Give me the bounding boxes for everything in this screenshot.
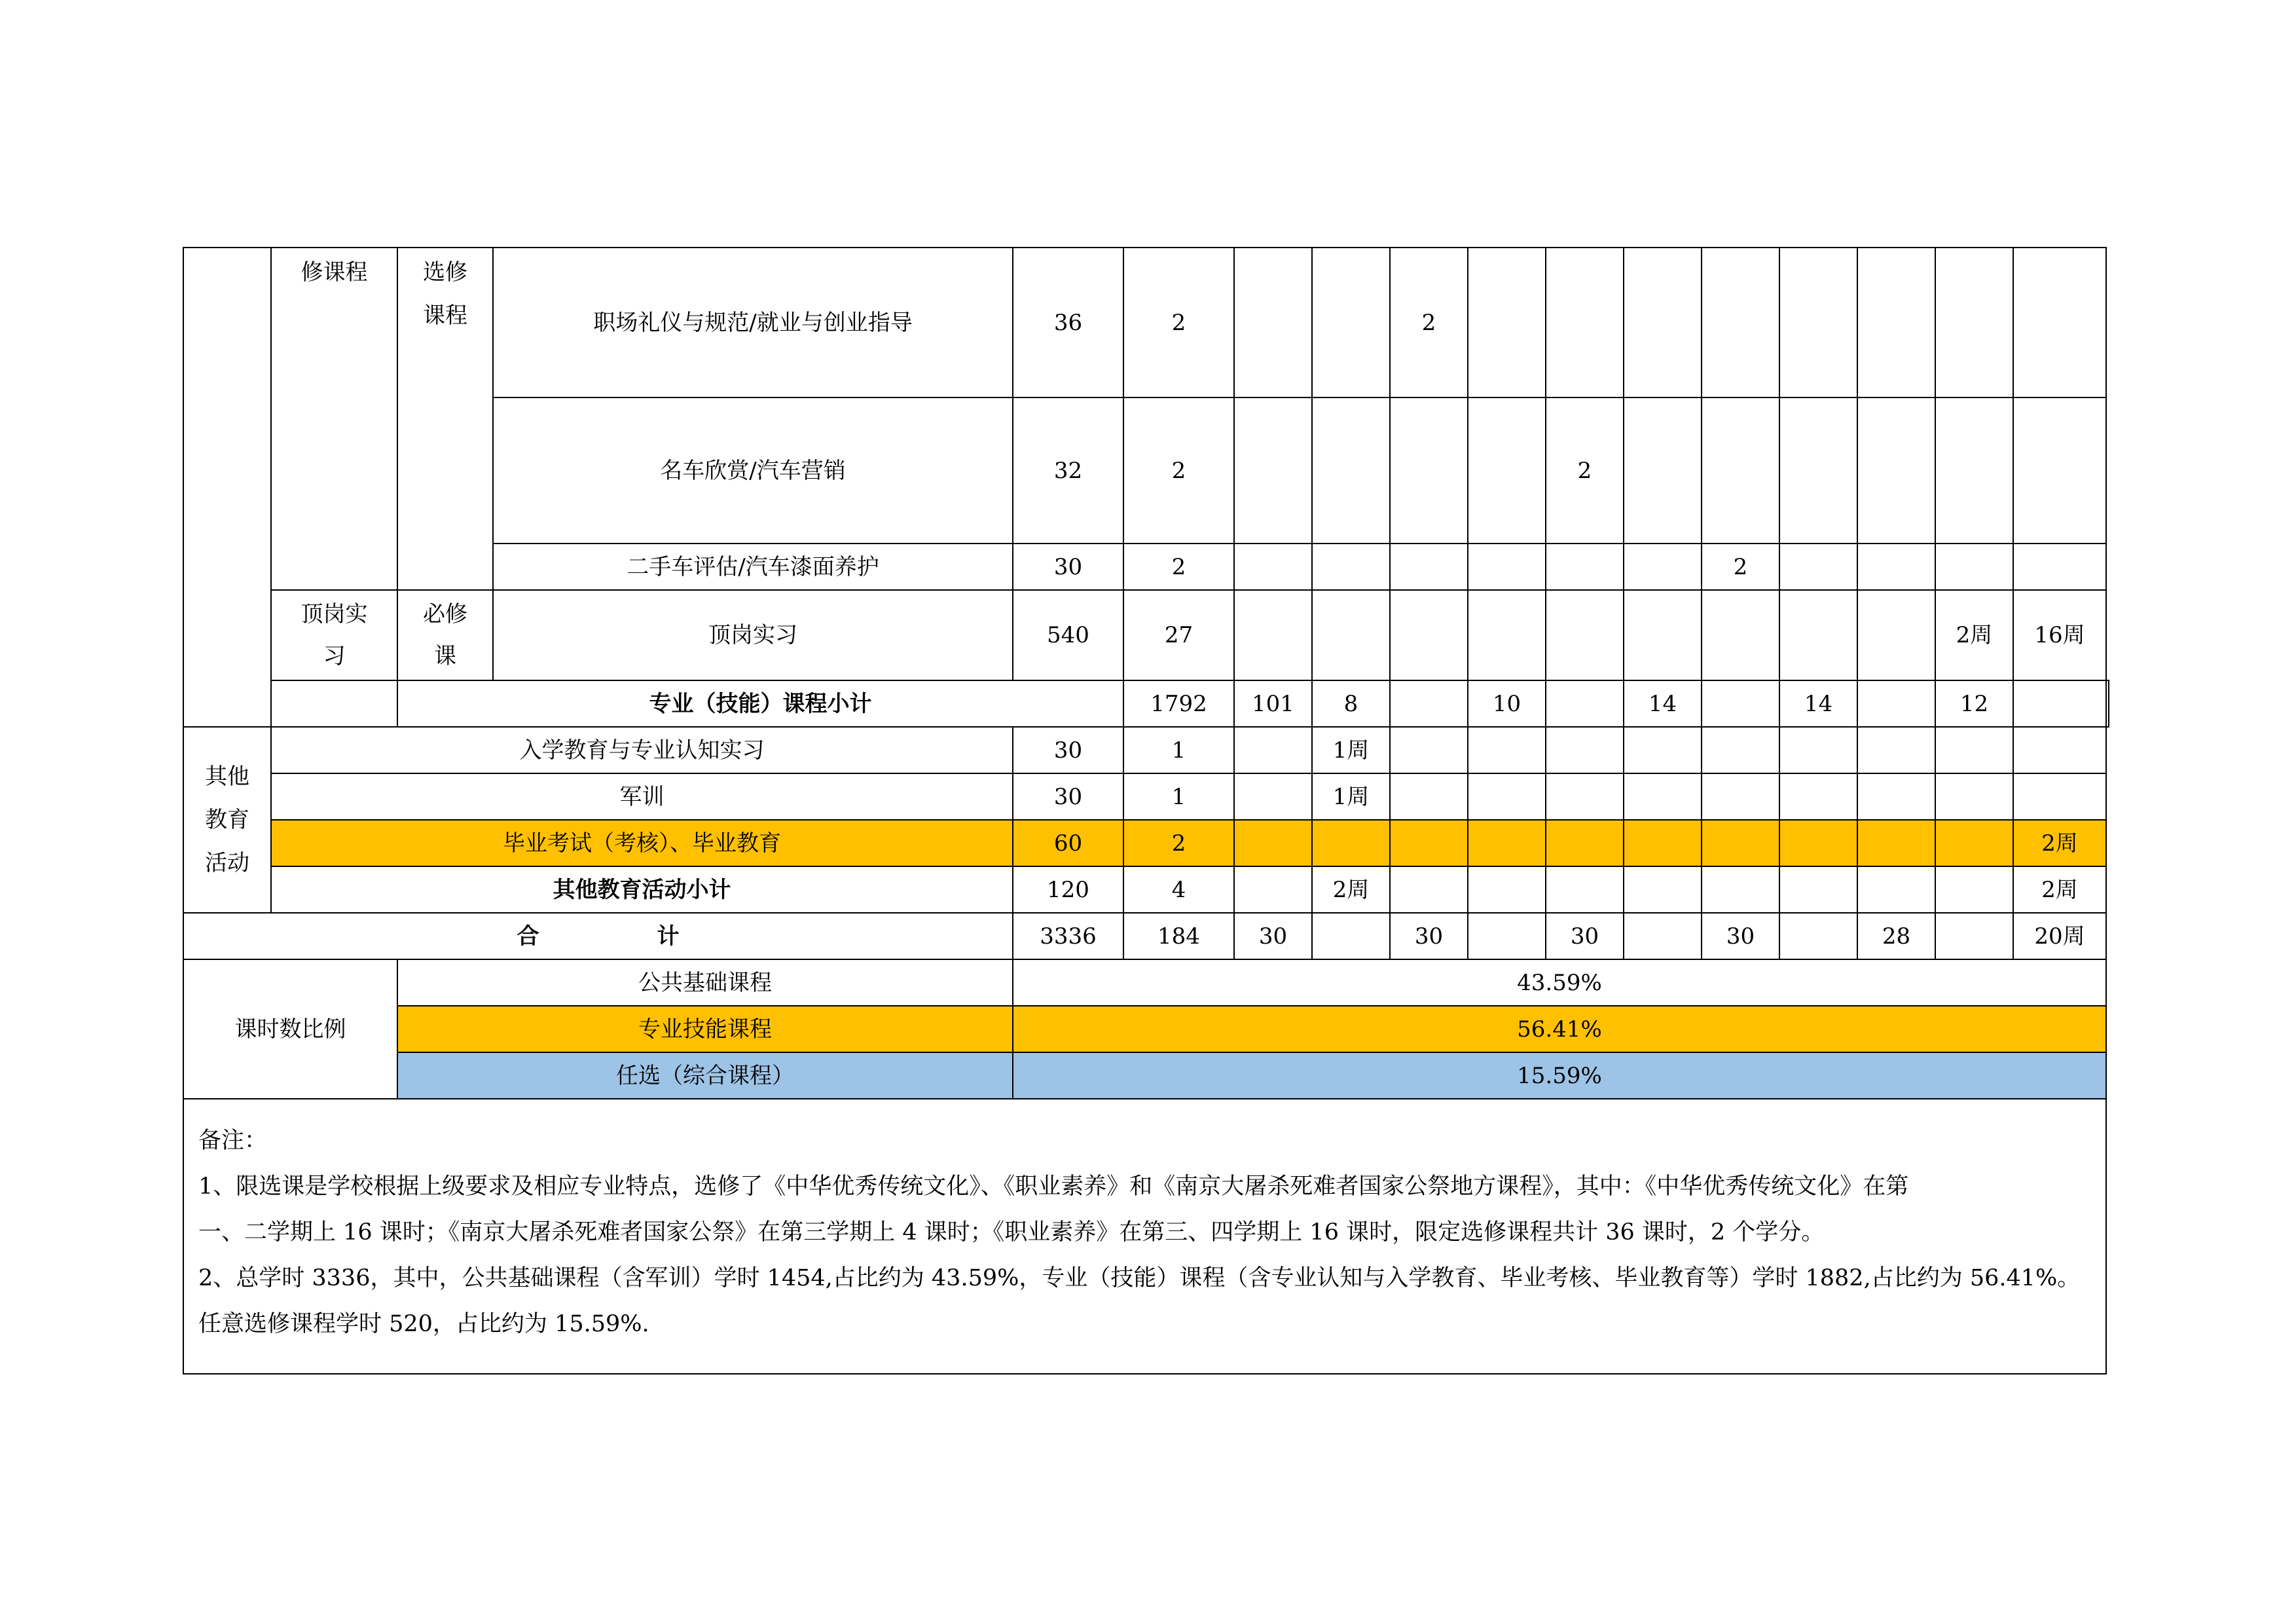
sem-cell: 14 xyxy=(1779,680,1857,727)
sem-cell: 2周 xyxy=(2013,820,2106,866)
sem-cell xyxy=(1779,544,1857,590)
sem-cell xyxy=(1779,820,1857,866)
sem-cell xyxy=(2106,680,2109,727)
sem-cell: 2 xyxy=(1390,248,1468,397)
sem-cell xyxy=(1779,866,1857,913)
blank-cell xyxy=(271,680,397,727)
ratio-row xyxy=(183,959,2109,1006)
sem-cell xyxy=(1702,397,1779,544)
sem-cell: 8 xyxy=(1312,680,1390,727)
course-credits: 2 xyxy=(1123,397,1234,544)
activity-name: 入学教育与专业认知实习 xyxy=(271,727,1013,773)
sem-cell xyxy=(1935,820,2013,866)
sem-cell xyxy=(1468,913,1546,959)
sem-cell xyxy=(1468,590,1546,680)
sem-cell xyxy=(2013,773,2106,820)
sem-cell xyxy=(1468,866,1546,913)
sem-cell xyxy=(1702,727,1779,773)
course-name: 顶岗实习 xyxy=(493,590,1013,680)
internship-category-label: 顶岗实习 xyxy=(301,601,368,669)
sem-cell xyxy=(1234,866,1312,913)
sem-cell xyxy=(1779,397,1857,544)
sem-cell xyxy=(1935,248,2013,397)
sem-cell xyxy=(2013,248,2106,397)
sem-cell xyxy=(1546,727,1624,773)
sem-cell xyxy=(1624,248,1702,397)
sem-cell xyxy=(1546,248,1624,397)
notes-line: 一、二学期上 16 课时；《南京大屠杀死难者国家公祭》在第三学期上 4 课时；《职业素养》在第三、四学期上 16 课时，限定选修课程共计 36 课时，2 个学分。 xyxy=(198,1219,1825,1246)
activity-credits: 2 xyxy=(1123,820,1234,866)
curriculum-table xyxy=(183,247,2109,1375)
sem-cell xyxy=(1702,680,1779,727)
course-hours: 32 xyxy=(1013,397,1123,544)
sem-cell xyxy=(1468,544,1546,590)
sem-cell xyxy=(1390,727,1468,773)
total-label xyxy=(183,913,1013,959)
table-row-total xyxy=(183,913,2109,959)
table-row-highlighted xyxy=(183,820,2109,866)
sem-cell xyxy=(1312,590,1390,680)
sem-cell xyxy=(1702,866,1779,913)
sem-cell xyxy=(1935,866,2013,913)
sem-cell: 30 xyxy=(1390,913,1468,959)
sem-cell: 10 xyxy=(1468,680,1546,727)
sem-cell xyxy=(1468,397,1546,544)
activity-hours: 60 xyxy=(1013,820,1123,866)
sem-cell xyxy=(1624,820,1702,866)
table-row xyxy=(183,773,2109,820)
sem-cell xyxy=(1702,820,1779,866)
sem-cell xyxy=(1779,727,1857,773)
sem-cell xyxy=(1234,544,1312,590)
sem-cell: 1周 xyxy=(1312,773,1390,820)
sem-cell: 30 xyxy=(1546,913,1624,959)
other-group-label: 其他教育活动 xyxy=(205,764,249,876)
sem-cell xyxy=(1702,773,1779,820)
sem-cell xyxy=(1390,773,1468,820)
sem-cell xyxy=(1857,773,1935,820)
sem-cell: 30 xyxy=(1702,913,1779,959)
ratio-value: 56.41% xyxy=(1013,1006,2106,1052)
sem-cell xyxy=(1779,590,1857,680)
sem-cell xyxy=(2013,544,2106,590)
sem-cell xyxy=(1702,248,1779,397)
sem-cell xyxy=(1857,820,1935,866)
activity-hours: 30 xyxy=(1013,727,1123,773)
sem-cell xyxy=(1857,727,1935,773)
sem-cell xyxy=(1234,727,1312,773)
notes-line: 任意选修课程学时 520，占比约为 15.59%. xyxy=(198,1311,649,1337)
sem-cell: 12 xyxy=(1935,680,2013,727)
sem-cell xyxy=(1857,248,1935,397)
ratio-name: 任选（综合课程） xyxy=(397,1052,1013,1099)
sem-cell xyxy=(1546,544,1624,590)
sem-cell xyxy=(1390,590,1468,680)
activity-name: 军训 xyxy=(271,773,1013,820)
total-label-b: 计 xyxy=(657,923,680,950)
table-row xyxy=(183,727,2109,773)
sem-cell xyxy=(1390,866,1468,913)
sem-cell xyxy=(1857,866,1935,913)
internship-type-label: 必修课 xyxy=(423,601,467,669)
table-row xyxy=(183,590,2109,680)
notes-cell xyxy=(183,1099,2106,1374)
sem-cell xyxy=(2013,397,2106,544)
sem-cell xyxy=(1624,590,1702,680)
sem-cell xyxy=(1468,248,1546,397)
other-subtotal-label: 其他教育活动小计 xyxy=(271,866,1013,913)
ratio-label: 课时数比例 xyxy=(183,959,397,1099)
activity-name: 毕业考试（考核）、毕业教育 xyxy=(271,820,1013,866)
notes-title: 备注： xyxy=(198,1128,268,1154)
sem-cell xyxy=(1779,773,1857,820)
other-group-cell xyxy=(183,727,271,913)
ratio-row-highlighted xyxy=(183,1006,2109,1052)
ratio-name: 公共基础课程 xyxy=(397,959,1013,1006)
notes-line: 2、总学时 3336，其中，公共基础课程（含军训）学时 1454,占比约为 43.59%，专业（技能）课程（含专业认知与入学教育、毕业考核、毕业教育等）学时 1882,占比约为 56.41%。 xyxy=(198,1265,2081,1291)
ratio-name: 专业技能课程 xyxy=(397,1006,1013,1052)
sem-cell xyxy=(1624,913,1702,959)
sem-cell xyxy=(1312,820,1390,866)
sem-cell xyxy=(2013,727,2106,773)
sem-cell xyxy=(1312,544,1390,590)
sem-cell xyxy=(1624,866,1702,913)
sem-cell xyxy=(1624,773,1702,820)
course-type-label: 选修课程 xyxy=(423,259,467,329)
sem-cell xyxy=(1312,248,1390,397)
sem-cell xyxy=(1624,544,1702,590)
sem-cell xyxy=(1624,397,1702,544)
course-type-cell xyxy=(397,248,493,590)
sem-cell xyxy=(1935,397,2013,544)
sem-cell xyxy=(1935,913,2013,959)
sem-cell xyxy=(1234,248,1312,397)
total-hours: 3336 xyxy=(1013,913,1123,959)
sem-cell xyxy=(1546,680,1624,727)
subtotal-hours: 1792 xyxy=(1123,680,1234,727)
ratio-value: 43.59% xyxy=(1013,959,2106,1006)
total-label-a: 合 xyxy=(517,923,539,950)
sem-cell xyxy=(1234,820,1312,866)
sem-cell xyxy=(2013,680,2106,727)
course-name: 二手车评估/汽车漆面养护 xyxy=(493,544,1013,590)
sem-cell xyxy=(1234,590,1312,680)
sem-cell xyxy=(1546,820,1624,866)
sem-cell xyxy=(1857,397,1935,544)
sem-cell xyxy=(1624,727,1702,773)
sem-cell xyxy=(1935,544,2013,590)
course-hours: 30 xyxy=(1013,544,1123,590)
ratio-value: 15.59% xyxy=(1013,1052,2106,1099)
sem-cell xyxy=(1390,820,1468,866)
sem-cell: 14 xyxy=(1624,680,1702,727)
activity-credits: 1 xyxy=(1123,727,1234,773)
sem-cell xyxy=(1546,590,1624,680)
sem-cell xyxy=(1234,773,1312,820)
total-credits: 184 xyxy=(1123,913,1234,959)
sem-cell: 28 xyxy=(1857,913,1935,959)
sem-cell xyxy=(1312,397,1390,544)
sem-cell: 1周 xyxy=(1312,727,1390,773)
sem-cell xyxy=(1546,866,1624,913)
sem-cell xyxy=(1390,397,1468,544)
subtotal-credits: 101 xyxy=(1234,680,1312,727)
sem-cell: 2周 xyxy=(2013,866,2106,913)
sem-cell xyxy=(1390,544,1468,590)
sem-cell xyxy=(1546,773,1624,820)
course-credits: 27 xyxy=(1123,590,1234,680)
sem-cell xyxy=(1468,773,1546,820)
activity-credits: 1 xyxy=(1123,773,1234,820)
sem-cell xyxy=(1935,773,2013,820)
sem-cell: 30 xyxy=(1234,913,1312,959)
blank-category-cell xyxy=(183,248,271,727)
sem-cell xyxy=(1234,397,1312,544)
table-row xyxy=(183,680,2109,727)
sem-cell: 20周 xyxy=(2013,913,2106,959)
sem-cell xyxy=(1468,820,1546,866)
notes-line: 1、限选课是学校根据上级要求及相应专业特点，选修了《中华优秀传统文化》、《职业素养》和《南京大屠杀死难者国家公祭地方课程》，其中：《中华优秀传统文化》在第 xyxy=(198,1173,1909,1200)
course-hours: 540 xyxy=(1013,590,1123,680)
notes-row xyxy=(183,1099,2109,1374)
course-category-cell xyxy=(271,590,397,680)
sem-cell xyxy=(1857,590,1935,680)
sem-cell xyxy=(1857,680,1935,727)
sem-cell xyxy=(1312,913,1390,959)
course-name: 名车欣赏/汽车营销 xyxy=(493,397,1013,544)
ratio-row-highlighted xyxy=(183,1052,2109,1099)
subtotal-label: 专业（技能）课程小计 xyxy=(397,680,1123,727)
sem-cell: 2周 xyxy=(1312,866,1390,913)
other-subtotal-credits: 4 xyxy=(1123,866,1234,913)
sem-cell: 2 xyxy=(1546,397,1624,544)
sem-cell: 16周 xyxy=(2013,590,2106,680)
sem-cell xyxy=(1390,680,1468,727)
sem-cell xyxy=(1935,727,2013,773)
course-category-cell: 修课程 xyxy=(271,248,397,590)
sem-cell xyxy=(1857,544,1935,590)
sem-cell xyxy=(1702,590,1779,680)
sem-cell xyxy=(1779,913,1857,959)
course-name: 职场礼仪与规范/就业与创业指导 xyxy=(493,248,1013,397)
activity-hours: 30 xyxy=(1013,773,1123,820)
course-credits: 2 xyxy=(1123,544,1234,590)
table-row xyxy=(183,866,2109,913)
course-hours: 36 xyxy=(1013,248,1123,397)
course-credits: 2 xyxy=(1123,248,1234,397)
sem-cell: 2 xyxy=(1702,544,1779,590)
other-subtotal-hours: 120 xyxy=(1013,866,1123,913)
course-type-cell xyxy=(397,590,493,680)
sem-cell: 2周 xyxy=(1935,590,2013,680)
table-row xyxy=(183,248,2109,397)
sem-cell xyxy=(1779,248,1857,397)
sem-cell xyxy=(1468,727,1546,773)
